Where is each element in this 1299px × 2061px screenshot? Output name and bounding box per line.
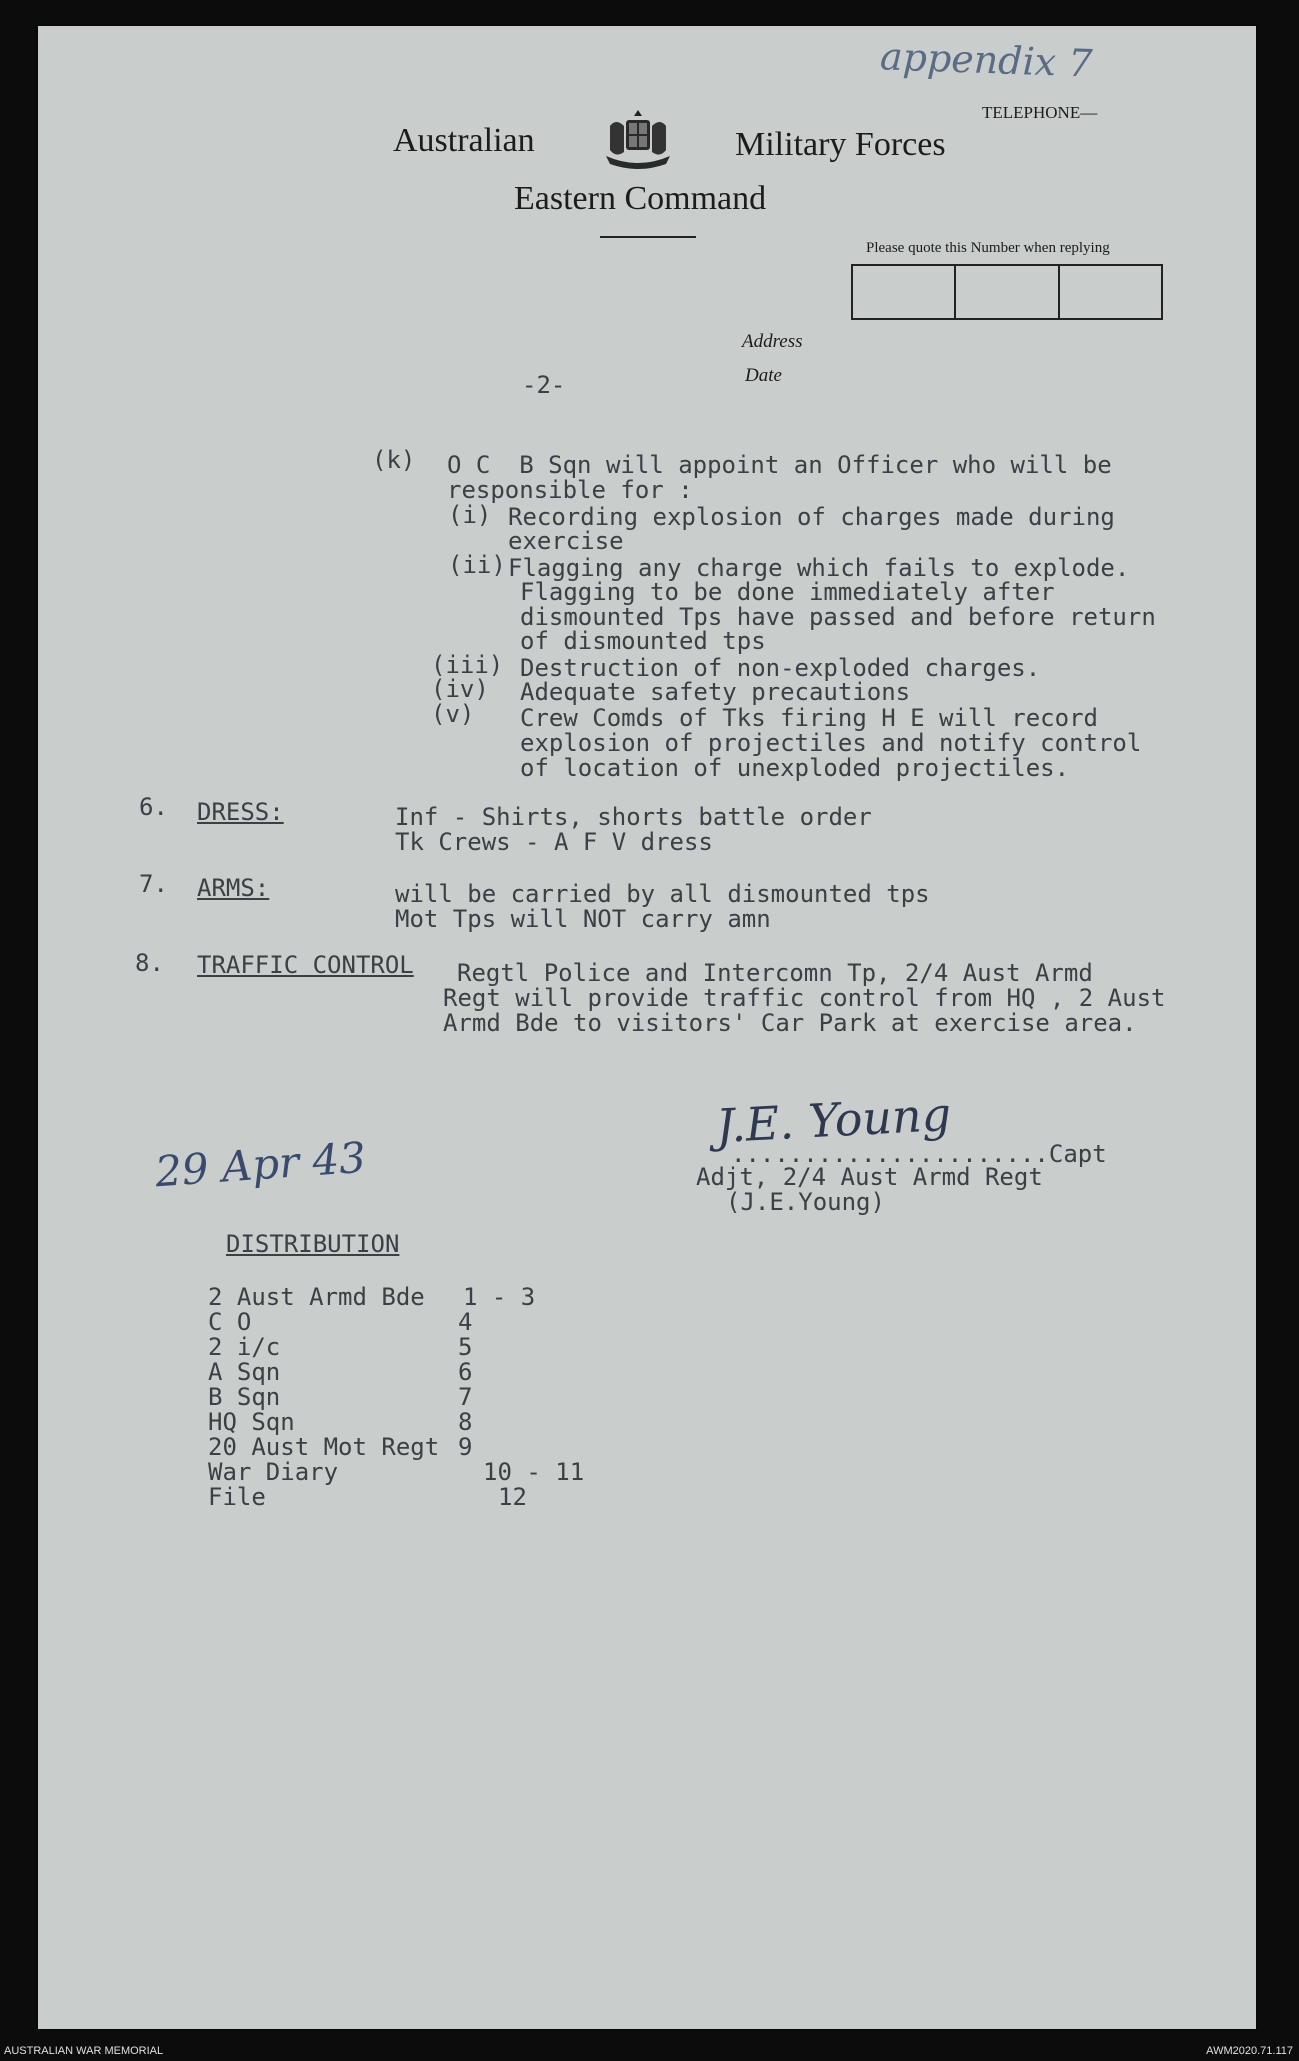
- section-line: Inf - Shirts, shorts battle order: [395, 803, 872, 831]
- subitem-line: of location of unexploded projectiles.: [520, 754, 1070, 782]
- item-k-label: (k): [372, 446, 416, 474]
- signature-role: Adjt, 2/4 Aust Armd Regt: [696, 1163, 1043, 1191]
- handwritten-date: 29 Apr 43: [153, 1132, 368, 1197]
- subitem-number: (v): [431, 700, 475, 728]
- distribution-heading: DISTRIBUTION: [226, 1230, 400, 1258]
- handwritten-signature: J.E. Young: [714, 1086, 953, 1154]
- letterhead-rule: [600, 236, 696, 238]
- section-number: 6.: [139, 793, 168, 821]
- letterhead-military-forces: Military Forces: [735, 126, 946, 163]
- section-heading-traffic-control: TRAFFIC CONTROL: [197, 951, 414, 979]
- subitem-line: Flagging to be done immediately after: [520, 578, 1055, 606]
- distribution-row: 20 Aust Mot Regt 9: [208, 1433, 473, 1461]
- date-label: Date: [745, 365, 782, 386]
- section-line: Regt will provide traffic control from HQ , 2 Aust: [443, 984, 1166, 1012]
- subitem-line: Flagging any charge which fails to explode.: [508, 554, 1130, 582]
- quote-number-label: Please quote this Number when replying: [866, 240, 1110, 256]
- footer-credit: AUSTRALIAN WAR MEMORIAL: [4, 2045, 164, 2057]
- distribution-row: HQ Sqn 8: [208, 1408, 473, 1436]
- coat-of-arms-icon: [602, 106, 674, 170]
- letterhead-australian: Australian: [393, 122, 535, 159]
- section-number: 7.: [139, 870, 168, 898]
- footer-accession-number: AWM2020.71.117: [1206, 2045, 1293, 2057]
- signature-name: (J.E.Young): [726, 1188, 885, 1216]
- distribution-row: B Sqn 7: [208, 1383, 473, 1411]
- subitem-line: Crew Comds of Tks firing H E will record: [520, 704, 1098, 732]
- distribution-row: 2 i/c 5: [208, 1333, 473, 1361]
- item-k-line: O C B Sqn will appoint an Officer who will be: [447, 451, 1112, 479]
- subitem-number: (iii): [431, 651, 504, 679]
- distribution-row: War Diary 10 - 11: [208, 1458, 585, 1486]
- subitem-line: Destruction of non-exploded charges.: [520, 654, 1041, 682]
- handwritten-annotation: appendix 7: [879, 34, 1094, 86]
- subitem-number: (ii): [448, 551, 506, 579]
- subitem-line: dismounted Tps have passed and before return: [520, 603, 1156, 631]
- signature-dots-rank: ......................Capt: [731, 1140, 1107, 1168]
- section-number: 8.: [135, 949, 164, 977]
- subitem-line: explosion of projectiles and notify control: [520, 729, 1142, 757]
- section-line: Regtl Police and Intercomn Tp, 2/4 Aust Armd: [457, 959, 1093, 987]
- page-number: -2-: [522, 371, 566, 399]
- subitem-line: Recording explosion of charges made during: [508, 503, 1115, 531]
- reference-number-boxes: [851, 264, 1163, 320]
- section-line: Armd Bde to visitors' Car Park at exercise area.: [443, 1009, 1137, 1037]
- subitem-line: of dismounted tps: [520, 627, 766, 655]
- subitem-number: (i): [448, 501, 492, 529]
- address-label: Address: [742, 331, 803, 352]
- telephone-label: TELEPHONE—: [982, 103, 1098, 122]
- subitem-number: (iv): [431, 675, 489, 703]
- section-line: will be carried by all dismounted tps: [395, 880, 930, 908]
- distribution-row: 2 Aust Armd Bde 1 - 3: [208, 1283, 536, 1311]
- subitem-line: Adequate safety precautions: [520, 678, 911, 706]
- section-heading-dress: DRESS:: [197, 798, 284, 826]
- distribution-row: C O 4: [208, 1308, 473, 1336]
- section-line: Tk Crews - A F V dress: [395, 828, 713, 856]
- item-k-line: responsible for :: [447, 476, 693, 504]
- subitem-line: exercise: [508, 527, 624, 555]
- distribution-row: A Sqn 6: [208, 1358, 473, 1386]
- distribution-row: File 12: [208, 1483, 527, 1511]
- letterhead-eastern-command: Eastern Command: [514, 180, 767, 217]
- section-heading-arms: ARMS:: [197, 874, 270, 902]
- section-line: Mot Tps will NOT carry amn: [395, 905, 771, 933]
